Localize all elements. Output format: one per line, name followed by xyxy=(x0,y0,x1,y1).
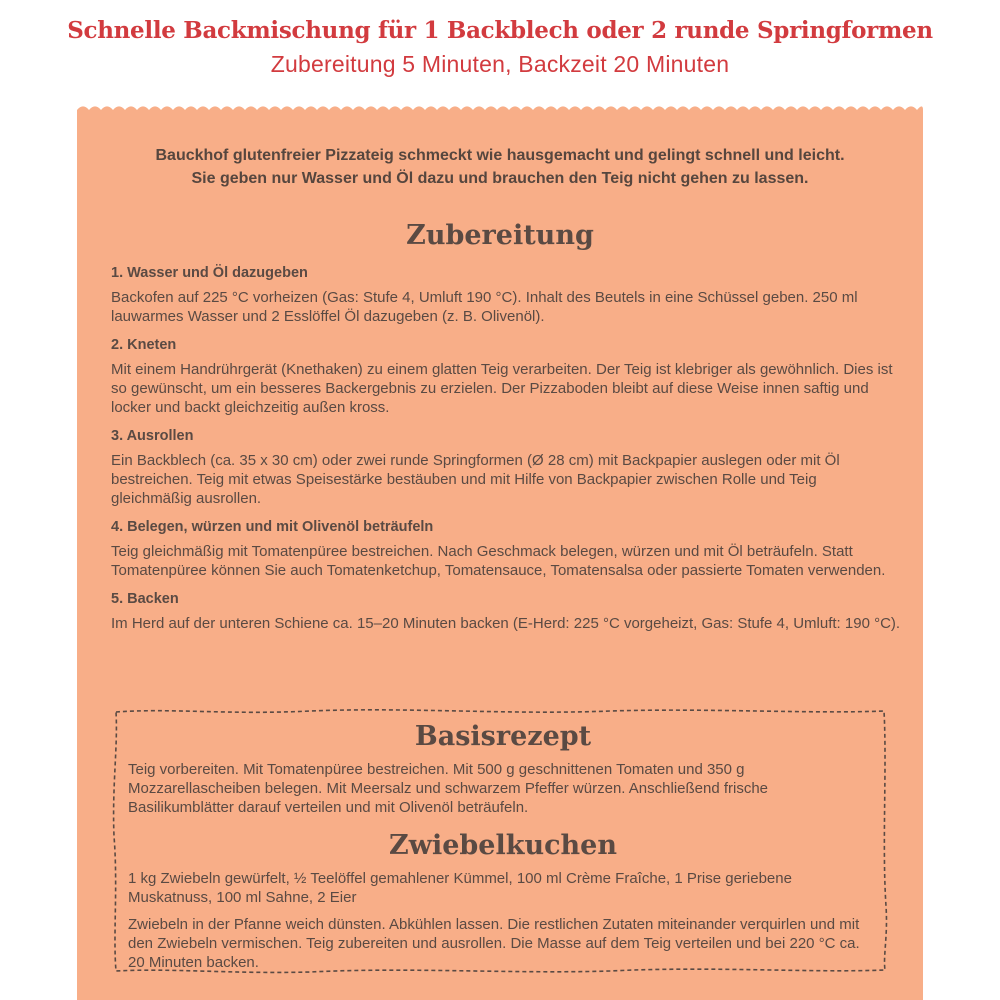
intro-line-2: Sie geben nur Wasser und Öl dazu und brauchen den Teig nicht gehen zu lassen. xyxy=(191,170,809,187)
step-title: 2. Kneten xyxy=(111,337,177,353)
step-text: Mit einem Handrührgerät (Knethaken) zu einem glatten Teig verarbeiten. Der Teig ist klebriger als gewöhnlich. Dies ist so gewünscht, um ein besseres Backergebnis zu erzielen. Der Pizzaboden bleibt auf diese Weise innen saftig und locker und backt gleichzeitig außen kross. xyxy=(111,361,893,416)
step-title: 1. Wasser und Öl dazugeben xyxy=(111,265,308,281)
basisrezept-heading: Basisrezept xyxy=(414,721,592,752)
page-subtitle: Zubereitung 5 Minuten, Backzeit 20 Minuten xyxy=(270,51,730,77)
step-title: 5. Backen xyxy=(111,591,179,607)
header xyxy=(0,14,1000,80)
recipe-box-content xyxy=(128,706,878,972)
step-text: Teig gleichmäßig mit Tomatenpüree bestreichen. Nach Geschmack belegen, würzen und mit Öl beträufeln. Statt Tomatenpüree können Sie auch Tomatenketchup, Tomatensauce, Tomatensalsa oder passierte Tomaten verwenden. xyxy=(111,543,886,579)
step-text: Backofen auf 225 °C vorheizen (Gas: Stufe 4, Umluft 190 °C). Inhalt des Beutels in eine Schüssel geben. 250 ml lauwarmes Wasser und 2 Esslöffel Öl dazugeben (z. B. Olivenöl). xyxy=(111,289,858,325)
zwiebelkuchen-instructions: Zwiebeln in der Pfanne weich dünsten. Abkühlen lassen. Die restlichen Zutaten miteinander verquirlen und mit den Zwiebeln vermischen. Teig zubereiten und ausrollen. Die Masse auf dem Teig verteilen und bei 220 °C ca. 20 Minuten backen. xyxy=(128,916,860,971)
step-text: Ein Backblech (ca. 35 x 30 cm) oder zwei runde Springformen (Ø 28 cm) mit Backpapier auslegen oder mit Öl bestreichen. Teig mit etwas Speisestärke bestäuben und mit Hilfe von Backpapier zwischen Rolle und Teig gleichmäßig ausrollen. xyxy=(111,452,840,507)
step-item xyxy=(111,427,901,508)
step-item xyxy=(111,336,901,417)
zwiebelkuchen-ingredients: 1 kg Zwiebeln gewürfelt, ½ Teelöffel gemahlener Kümmel, 100 ml Crème Fraîche, 1 Prise geriebene Muskatnuss, 100 ml Sahne, 2 Eier xyxy=(128,870,792,906)
step-item xyxy=(111,264,901,326)
step-item xyxy=(111,590,901,633)
recipe-panel xyxy=(77,112,923,1000)
recipe-box xyxy=(110,706,890,976)
zwiebelkuchen-heading: Zwiebelkuchen xyxy=(389,830,617,861)
step-title: 3. Ausrollen xyxy=(111,428,194,444)
zubereitung-heading: Zubereitung xyxy=(406,220,594,251)
basisrezept-text: Teig vorbereiten. Mit Tomatenpüree bestreichen. Mit 500 g geschnittenen Tomaten und 350 g Mozzarellascheiben belegen. Mit Meersalz und schwarzem Pfeffer würzen. Anschließend frische Basilikumblätter darauf verteilen und mit Olivenöl beträufeln. xyxy=(128,761,769,816)
steps-list xyxy=(111,264,901,643)
intro-text xyxy=(77,144,923,190)
step-text: Im Herd auf der unteren Schiene ca. 15–20 Minuten backen (E-Herd: 225 °C vorgeheizt, Gas: Stufe 4, Umluft: 190 °C). xyxy=(111,615,901,632)
intro-line-1: Bauckhof glutenfreier Pizzateig schmeckt wie hausgemacht und gelingt schnell und leicht. xyxy=(155,147,845,164)
step-item xyxy=(111,518,901,580)
step-title: 4. Belegen, würzen und mit Olivenöl beträufeln xyxy=(111,519,434,535)
page-title: Schnelle Backmischung für 1 Backblech oder 2 runde Springformen xyxy=(67,17,933,44)
